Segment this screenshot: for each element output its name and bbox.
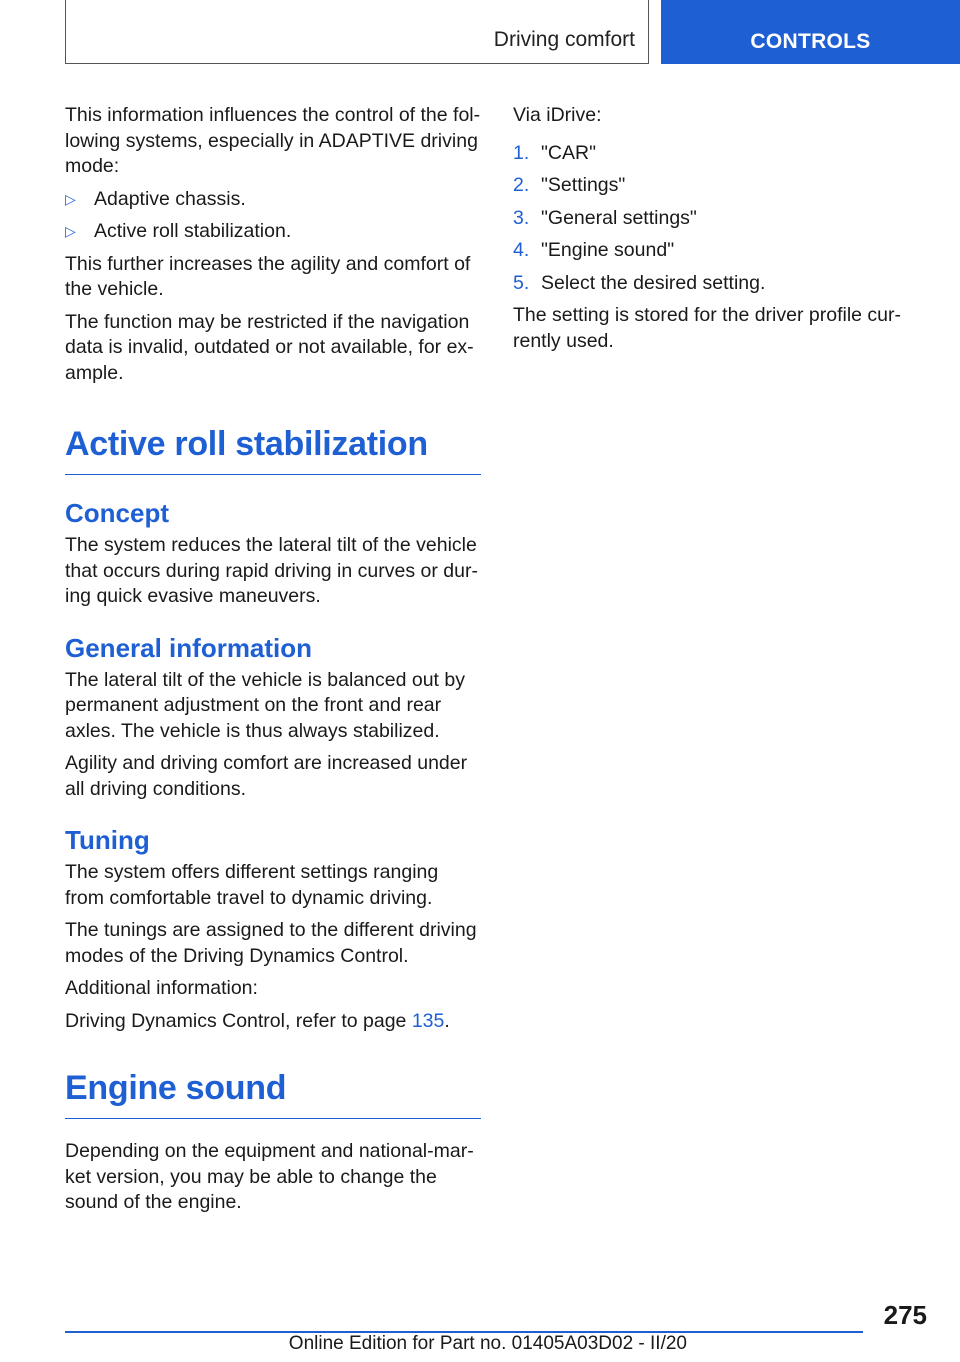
triangle-bullet-icon: ▷	[65, 223, 76, 239]
paragraph: Additional information:	[65, 977, 258, 999]
page-reference	[65, 1009, 481, 1035]
heading-active-roll-stabilization: Active roll stabilization	[65, 424, 481, 475]
list-item-text: Active roll stabilization.	[94, 220, 292, 242]
list-item	[65, 187, 481, 213]
paragraph: The lateral tilt of the vehicle is balanced out by permanent adjustment on the front and rear axles. The vehicle is thus always stabilized.	[65, 668, 465, 742]
paragraph: The setting is stored for the driver profile cur-rently used.	[513, 304, 901, 352]
heading-tuning: Tuning	[65, 825, 150, 855]
section-title: Driving comfort	[493, 28, 635, 51]
step-item	[513, 141, 913, 167]
edition-footer: Online Edition for Part no. 01405A03D02 - II/20	[288, 1333, 687, 1354]
step-text: "CAR"	[541, 141, 597, 164]
step-item	[513, 173, 913, 199]
list-item-text: Adaptive chassis.	[94, 187, 246, 210]
heading-engine-sound: Engine sound	[65, 1068, 481, 1119]
heading-general-information: General information	[65, 632, 313, 663]
step-item	[513, 206, 913, 232]
reference-text: Driving Dynamics Control, refer to page	[65, 1009, 412, 1032]
paragraph: Depending on the equipment and national-mar-ket version, you may be able to change the sound of the engine.	[65, 1140, 474, 1213]
step-number: 2.	[513, 174, 530, 196]
reference-end: .	[444, 1009, 450, 1032]
chapter-tab[interactable]	[661, 0, 960, 64]
triangle-bullet-icon: ▷	[65, 190, 76, 207]
page-number: 275	[883, 1300, 927, 1330]
step-text: "Engine sound"	[541, 239, 675, 261]
step-text: "General settings"	[541, 206, 697, 229]
paragraph: The tunings are assigned to the different driving modes of the Driving Dynamics Control.	[65, 919, 477, 967]
paragraph: Via iDrive:	[513, 104, 602, 126]
intro-paragraph: This information influences the control of the fol-lowing systems, especially in ADAPTIVE driving mode:	[65, 104, 481, 177]
step-item	[513, 238, 913, 264]
paragraph: Agility and driving comfort are increased under all driving conditions.	[65, 752, 468, 800]
paragraph: The system reduces the lateral tilt of the vehicle that occurs during rapid driving in curves or dur-ing quick evasive maneuvers.	[65, 534, 478, 607]
list-item	[65, 219, 481, 245]
left-column	[65, 103, 481, 1223]
step-number: 3.	[513, 206, 530, 229]
page-link-135[interactable]: 135	[411, 1009, 445, 1032]
step-item	[513, 271, 913, 297]
paragraph: The system offers different settings ranging from comfortable travel to dynamic driving.	[65, 861, 439, 909]
step-text: Select the desired setting.	[541, 271, 766, 294]
chapter-tab-label: CONTROLS	[750, 30, 871, 53]
step-text: "Settings"	[541, 174, 626, 196]
step-number: 4.	[513, 239, 530, 261]
right-column	[513, 103, 913, 361]
heading-concept: Concept	[65, 498, 169, 528]
step-number: 5.	[513, 271, 530, 294]
paragraph: The function may be restricted if the navigation data is invalid, outdated or not available, for ex-ample.	[65, 310, 474, 384]
step-number: 1.	[513, 141, 530, 164]
paragraph: This further increases the agility and comfort of the vehicle.	[65, 252, 471, 300]
